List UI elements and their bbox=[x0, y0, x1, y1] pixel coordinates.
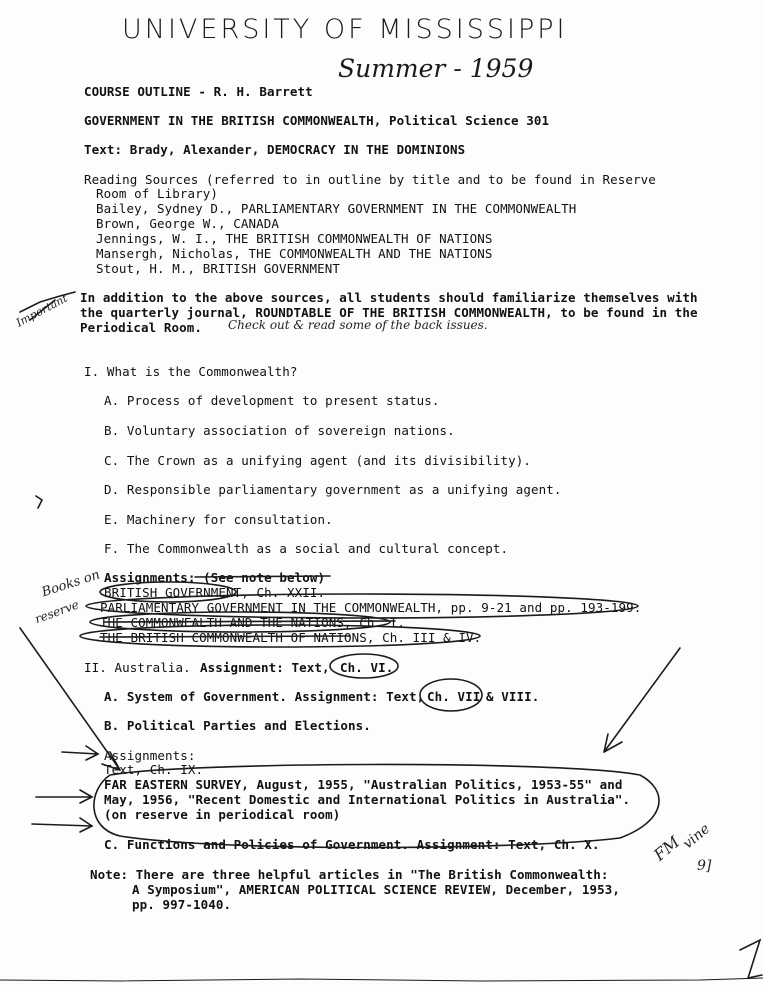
section-1-item: C. The Crown as a unifying agent (and its divisibility). bbox=[104, 453, 532, 468]
arrow-short-2 bbox=[36, 790, 92, 803]
margin-right-note-2: vine bbox=[680, 820, 714, 853]
section-2c-line: C. Functions and Policies of Government. Assignment: Text, Ch. X. bbox=[104, 837, 600, 852]
arrow-short-1 bbox=[62, 746, 98, 760]
strike-commonwealth-nations bbox=[104, 621, 395, 622]
assignment-item: PARLIAMENTARY GOVERNMENT IN THE COMMONWEALTH, pp. 9-21 and pp. 193-199. bbox=[100, 600, 642, 615]
reading-intro-1: Reading Sources (referred to in outline by title and to be found in Reserve bbox=[84, 172, 656, 187]
note-line-1: Note: There are three helpful articles in "The British Commonwealth: bbox=[90, 867, 609, 882]
section-2a-tail: & VIII. bbox=[486, 689, 540, 704]
margin-books-note: Books on bbox=[40, 567, 102, 601]
source-item: Brown, George W., CANADA bbox=[96, 216, 280, 231]
circle-british-government bbox=[100, 582, 236, 602]
arrow-short-3 bbox=[32, 818, 92, 832]
university-heading: UNIVERSITY OF MISSISSIPPI bbox=[122, 14, 568, 45]
circle-parliamentary bbox=[86, 594, 638, 618]
section-2b-line: B. Political Parties and Elections. bbox=[104, 718, 371, 733]
circle-ch-vi bbox=[330, 654, 398, 678]
section-1-item: D. Responsible parliamentary government as a unifying agent. bbox=[104, 482, 562, 497]
page-bottom-edge bbox=[0, 978, 763, 981]
margin-tick-mark bbox=[36, 496, 42, 508]
survey-line-1: FAR EASTERN SURVEY, August, 1955, "Australian Politics, 1953-55" and bbox=[104, 777, 623, 792]
note-line-3: pp. 997-1040. bbox=[132, 897, 232, 912]
section-2-title: II. Australia. bbox=[84, 660, 191, 675]
margin-right-note: FM bbox=[650, 832, 684, 865]
course-title-line: GOVERNMENT IN THE BRITISH COMMONWEALTH, Political Science 301 bbox=[84, 113, 550, 128]
section-2-assignment-chapter: Ch. VI. bbox=[340, 660, 394, 675]
assignments-heading: Assignments: (See note below) bbox=[104, 570, 326, 585]
section-1-title: I. What is the Commonwealth? bbox=[84, 364, 298, 379]
section-1-item: B. Voluntary association of sovereign nations. bbox=[104, 423, 455, 438]
course-outline-line: COURSE OUTLINE - R. H. Barrett bbox=[84, 84, 313, 99]
assignment-item: THE BRITISH COMMONWEALTH OF NATIONS, Ch. III & IV. bbox=[100, 630, 482, 645]
arrow-right-diagonal bbox=[604, 648, 680, 752]
strike-see-note bbox=[195, 576, 330, 577]
section-1-item: E. Machinery for consultation. bbox=[104, 512, 333, 527]
section-2a-chapter: Ch. VII bbox=[427, 689, 481, 704]
source-item: Jennings, W. I., THE BRITISH COMMONWEALTH OF NATIONS bbox=[96, 231, 493, 246]
reading-intro-2: Room of Library) bbox=[96, 186, 219, 201]
circle-survey bbox=[94, 764, 659, 847]
circle-ch-vii bbox=[420, 679, 482, 711]
source-item: Bailey, Sydney D., PARLIAMENTARY GOVERNMENT IN THE COMMONWEALTH bbox=[96, 201, 577, 216]
section-2b-assign-label: Assignments: bbox=[104, 748, 196, 763]
arrow-left-diagonal bbox=[20, 628, 120, 770]
periodical-handwritten-note: Check out & read some of the back issues. bbox=[228, 318, 488, 332]
survey-line-3: (on reserve in periodical room) bbox=[104, 807, 341, 822]
strike-british-commonwealth bbox=[100, 636, 350, 637]
survey-line-2: May, 1956, "Recent Domestic and International Politics in Australia". bbox=[104, 792, 631, 807]
section-1-item: A. Process of development to present status. bbox=[104, 393, 440, 408]
section-2b-assign-text: Text, Ch. IX. bbox=[104, 762, 204, 777]
margin-important-note: Important bbox=[14, 291, 70, 330]
source-item: Stout, H. M., BRITISH GOVERNMENT bbox=[96, 261, 341, 276]
addition-line-2: the quarterly journal, ROUNDTABLE OF THE BRITISH COMMONWEALTH, to be found in the bbox=[80, 305, 698, 320]
margin-reserve-note: reserve bbox=[33, 597, 81, 627]
assignment-item: BRITISH GOVERNMENT, Ch. XXII. bbox=[104, 585, 326, 600]
corner-scribble bbox=[740, 940, 762, 978]
source-item: Mansergh, Nicholas, THE COMMONWEALTH AND THE NATIONS bbox=[96, 246, 493, 261]
addition-line-1: In addition to the above sources, all students should familiarize themselves with bbox=[80, 290, 698, 305]
check-scribble bbox=[20, 292, 75, 320]
term-heading: Summer - 1959 bbox=[338, 54, 534, 83]
assignment-item: THE COMMONWEALTH AND THE NATIONS, Ch. I. bbox=[100, 615, 406, 630]
note-line-2: A Symposium", AMERICAN POLITICAL SCIENCE REVIEW, December, 1953, bbox=[132, 882, 621, 897]
text-line: Text: Brady, Alexander, DEMOCRACY IN THE DOMINIONS bbox=[84, 142, 466, 157]
section-2a-line: A. System of Government. Assignment: Text, bbox=[104, 689, 425, 704]
margin-right-page-number: 9] bbox=[697, 858, 712, 874]
addition-line-3: Periodical Room. bbox=[80, 320, 203, 335]
section-1-item: F. The Commonwealth as a social and cultural concept. bbox=[104, 541, 509, 556]
section-2-assignment-label: Assignment: Text, bbox=[200, 660, 330, 675]
